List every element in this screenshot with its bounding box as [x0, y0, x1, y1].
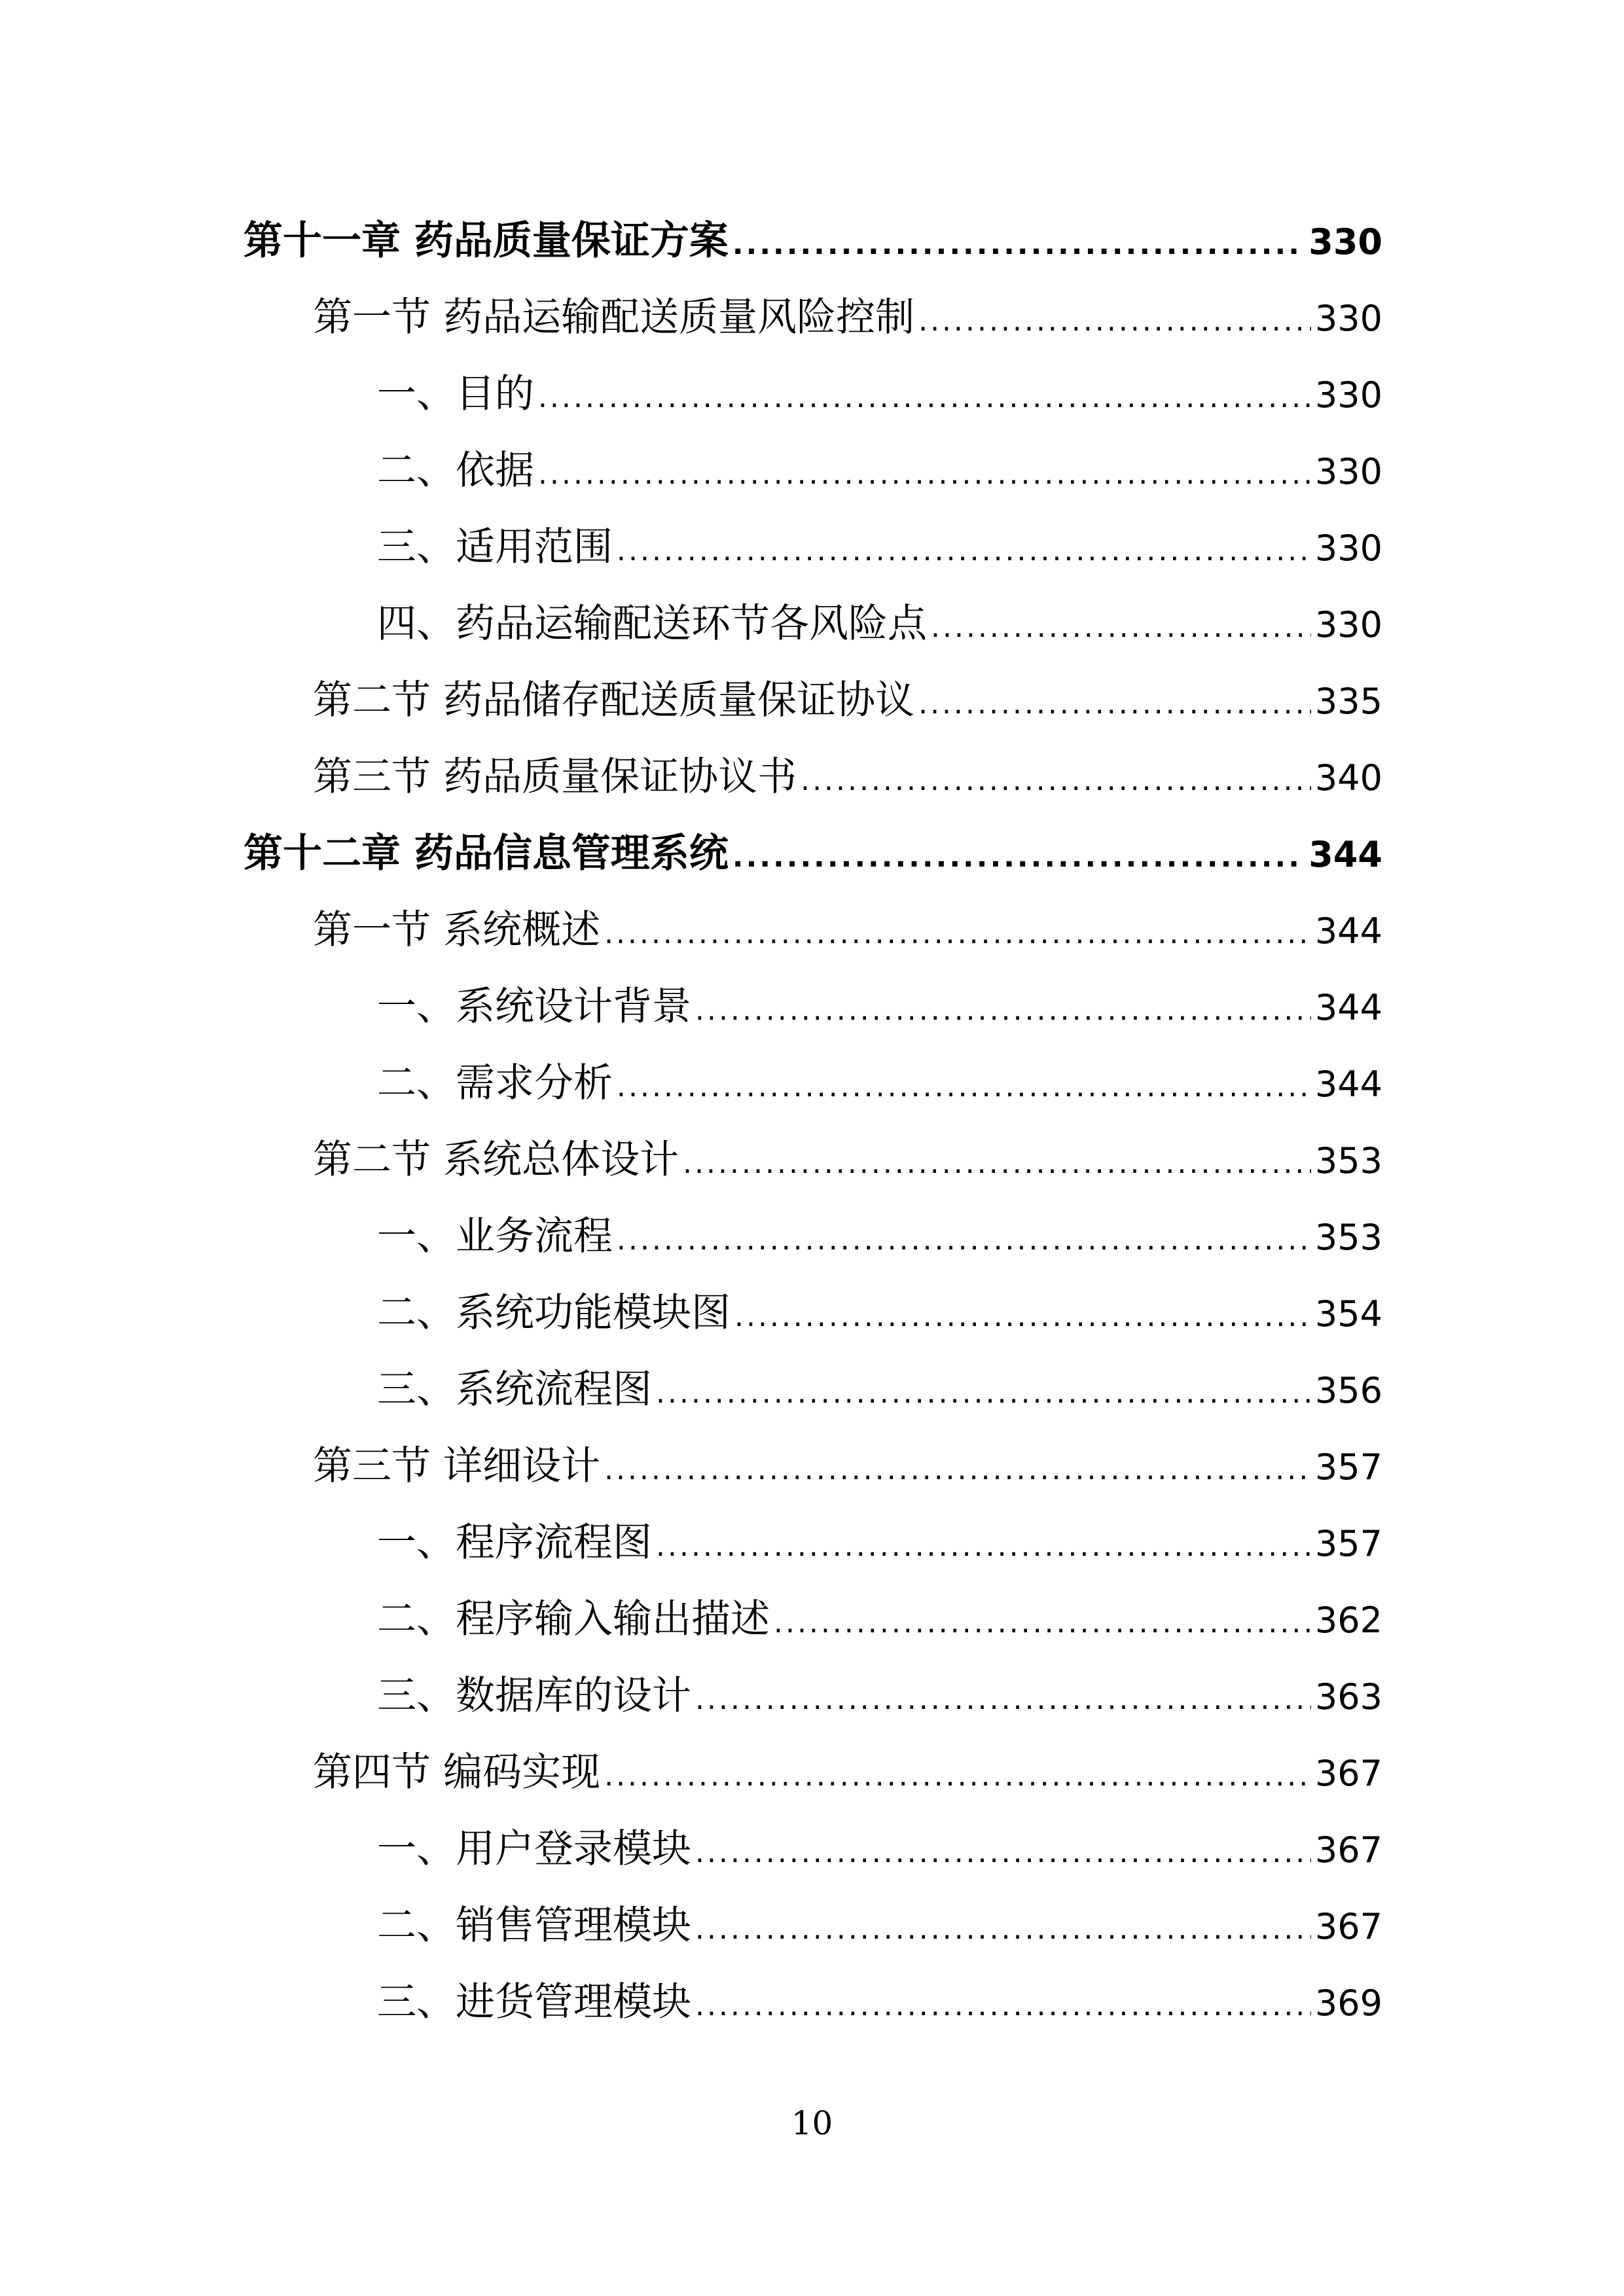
toc-dot-leader [734, 1278, 1311, 1355]
toc-entry-title: 第三节 详细设计 [313, 1443, 601, 1489]
toc-entry-title: 三、系统流程图 [377, 1367, 652, 1412]
toc-entry-section[interactable] [244, 739, 1382, 816]
toc-entry-page-number: 354 [1314, 1293, 1382, 1335]
toc-entry-page-number: 362 [1314, 1600, 1382, 1641]
toc-entry-page-number: 344 [1314, 1064, 1382, 1105]
toc-dot-leader [695, 1967, 1311, 2044]
toc-entry-title: 第十二章 药品信息管理系统 [244, 831, 729, 876]
toc-dot-leader [695, 972, 1311, 1049]
toc-entry-page-number: 367 [1314, 1829, 1382, 1871]
toc-entry-item[interactable] [244, 1352, 1382, 1428]
toc-dot-leader [732, 819, 1305, 895]
toc-entry-title: 一、目的 [377, 371, 534, 417]
toc-entry-item[interactable] [244, 433, 1382, 509]
toc-entry-section[interactable] [244, 1734, 1382, 1811]
toc-entry-item[interactable] [244, 1811, 1382, 1888]
toc-entry-item[interactable] [244, 356, 1382, 433]
toc-dot-leader [695, 1814, 1311, 1891]
toc-dot-leader [801, 742, 1311, 819]
toc-entry-title: 一、系统设计背景 [377, 984, 691, 1030]
toc-entry-title: 二、系统功能模块图 [377, 1290, 731, 1336]
toc-entry-item[interactable] [244, 1045, 1382, 1122]
toc-entry-page-number: 330 [1314, 374, 1382, 416]
toc-entry-title: 二、程序输入输出描述 [377, 1596, 770, 1642]
toc-entry-title: 二、销售管理模块 [377, 1903, 691, 1948]
toc-entry-title: 一、用户登录模块 [377, 1826, 691, 1872]
toc-entry-page-number: 344 [1314, 987, 1382, 1028]
toc-entry-item[interactable] [244, 1275, 1382, 1352]
toc-entry-section[interactable] [244, 1428, 1382, 1505]
toc-entry-page-number: 340 [1314, 757, 1382, 798]
toc-entry-section[interactable] [244, 892, 1382, 969]
toc-entry-page-number: 353 [1314, 1217, 1382, 1258]
toc-entry-title: 四、药品运输配送环节各风险点 [377, 601, 927, 647]
toc-dot-leader [604, 1431, 1311, 1508]
toc-entry-section[interactable] [244, 662, 1382, 739]
toc-dot-leader [918, 283, 1311, 359]
toc-entry-page-number: 330 [1314, 451, 1382, 492]
toc-entry-page-number: 356 [1314, 1370, 1382, 1411]
toc-entry-item[interactable] [244, 1888, 1382, 1964]
toc-entry-page-number: 357 [1314, 1446, 1382, 1488]
table-of-contents [244, 203, 1382, 2041]
toc-entry-title: 第三节 药品质量保证协议书 [313, 754, 797, 800]
toc-entry-title: 第一节 系统概述 [313, 907, 601, 953]
toc-dot-leader [695, 1891, 1311, 1967]
toc-entry-title: 第二节 系统总体设计 [313, 1137, 679, 1183]
toc-entry-page-number: 363 [1314, 1676, 1382, 1717]
toc-entry-page-number: 344 [1308, 834, 1382, 875]
toc-entry-section[interactable] [244, 1122, 1382, 1198]
toc-entry-title: 三、适用范围 [377, 524, 613, 570]
toc-entry-page-number: 330 [1308, 221, 1382, 262]
toc-entry-item[interactable] [244, 969, 1382, 1045]
toc-entry-title: 二、依据 [377, 448, 534, 493]
toc-dot-leader [683, 1125, 1311, 1202]
toc-dot-leader [732, 206, 1305, 283]
toc-entry-title: 二、需求分析 [377, 1060, 613, 1106]
toc-entry-title: 第四节 编码实现 [313, 1749, 601, 1795]
toc-entry-page-number: 369 [1314, 1982, 1382, 2024]
toc-entry-page-number: 344 [1314, 910, 1382, 952]
toc-dot-leader [656, 1508, 1311, 1585]
toc-entry-title: 三、进货管理模块 [377, 1979, 691, 2025]
page-number: 10 [791, 2104, 833, 2142]
toc-entry-item[interactable] [244, 1198, 1382, 1275]
toc-entry-title: 一、程序流程图 [377, 1520, 652, 1566]
toc-dot-leader [918, 666, 1311, 742]
toc-dot-leader [538, 359, 1311, 436]
toc-entry-page-number: 330 [1314, 604, 1382, 645]
toc-entry-page-number: 353 [1314, 1140, 1382, 1181]
toc-entry-page-number: 330 [1314, 298, 1382, 339]
toc-dot-leader [617, 512, 1311, 589]
toc-entry-item[interactable] [244, 586, 1382, 662]
toc-dot-leader [695, 1661, 1311, 1738]
toc-entry-page-number: 330 [1314, 528, 1382, 569]
toc-entry-chapter[interactable] [244, 203, 1382, 279]
toc-entry-item[interactable] [244, 1658, 1382, 1734]
toc-entry-title: 第二节 药品储存配送质量保证协议 [313, 677, 915, 723]
toc-entry-page-number: 357 [1314, 1523, 1382, 1564]
toc-entry-page-number: 335 [1314, 681, 1382, 722]
toc-dot-leader [617, 1202, 1311, 1278]
toc-entry-title: 三、数据库的设计 [377, 1673, 691, 1719]
toc-dot-leader [931, 589, 1311, 666]
toc-entry-item[interactable] [244, 509, 1382, 586]
toc-entry-title: 一、业务流程 [377, 1213, 613, 1259]
toc-entry-title: 第一节 药品运输配送质量风险控制 [313, 295, 915, 340]
toc-entry-page-number: 367 [1314, 1906, 1382, 1947]
toc-dot-leader [656, 1355, 1311, 1431]
toc-entry-item[interactable] [244, 1964, 1382, 2041]
toc-dot-leader [604, 1738, 1311, 1814]
toc-dot-leader [604, 895, 1311, 972]
toc-entry-section[interactable] [244, 279, 1382, 356]
toc-entry-title: 第十一章 药品质量保证方案 [244, 218, 729, 264]
toc-entry-item[interactable] [244, 1505, 1382, 1581]
toc-entry-chapter[interactable] [244, 816, 1382, 892]
toc-entry-page-number: 367 [1314, 1753, 1382, 1794]
toc-dot-leader [617, 1049, 1311, 1125]
toc-dot-leader [774, 1585, 1311, 1661]
toc-entry-item[interactable] [244, 1581, 1382, 1658]
toc-dot-leader [538, 436, 1311, 512]
